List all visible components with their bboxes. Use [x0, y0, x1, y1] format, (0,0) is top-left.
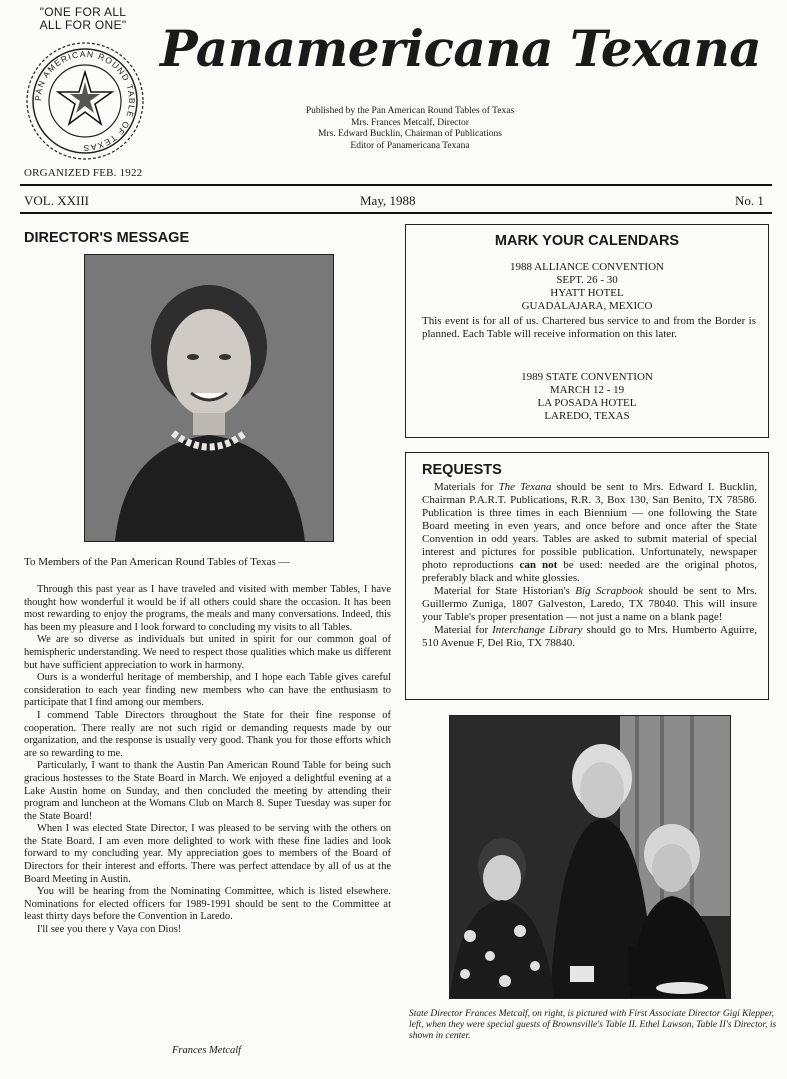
state-hotel: LA POSADA HOTEL [537, 397, 637, 409]
alliance-note: This event is for all of us. Chartered bus service to and from the Border is planned. Each Table will receive information on this later. [422, 315, 756, 340]
text-run: should go to Mrs. Humberto Aguirre, 510 Avenue F, Del Rio, TX 78840. [422, 624, 757, 649]
issue-number: No. 1 [735, 193, 764, 208]
issue-date: May, 1988 [360, 193, 416, 208]
text-run: should be sent to Mrs. Guillermo Zuniga, 1807 Galveston, Laredo, TX 78040. This will insure your Table's proper presentation — not just a name on a blank page! [422, 585, 757, 623]
alliance-convention [406, 261, 768, 313]
bottom-rule [20, 212, 772, 214]
letter-closing: I'll see you there y Vaya con Dios! [37, 924, 182, 936]
text-run: Material for State Historian's [434, 585, 576, 597]
requests-paragraph-scrapbook [422, 585, 757, 624]
svg-text:PAN AMERICAN ROUND TABLE OF TE: PAN AMERICAN ROUND TABLE OF TEXAS [32, 48, 138, 154]
alliance-hotel: HYATT HOTEL [550, 287, 624, 299]
requests-box [405, 452, 769, 700]
text-run: Material for [434, 624, 493, 636]
publisher-line: Published by the Pan American Round Tables of Texas [305, 106, 515, 116]
requests-paragraph-texana [422, 481, 757, 585]
editor-line: Editor of Panamericana Texana [350, 140, 470, 151]
salutation: To Members of the Pan American Round Tables of Texas — [24, 556, 290, 568]
requests-heading: REQUESTS [422, 462, 502, 478]
directors-message-heading: DIRECTOR'S MESSAGE [24, 230, 190, 246]
round-table-seal-logo [24, 40, 146, 162]
letter-paragraph: Particularly, I want to thank the Austin Pan American Round Table for being such gracious hostesses to the State Board in March. We enjoyed a delightful evening at a Lake Austin home on Sunday, and then concluded the meeting by attending their program and luncheon at the Womans Club on March 8. Super Tuesday was super for the State Board! [24, 760, 391, 822]
director-line: Mrs. Frances Metcalf, Director [351, 117, 469, 128]
alliance-title: 1988 ALLIANCE CONVENTION [510, 261, 664, 273]
letter-paragraph: Ours is a wonderful heritage of membership, and I hope each Table gives careful consideration to each year finding new members who can have the enthusiasm to participate that I find among our members. [24, 672, 391, 709]
photo-caption: State Director Frances Metcalf, on right, is pictured with First Associate Director Gigi Klepper, left, when they were special guests of Brownsville's Table II. Ethel Lawson, Table II's Director, is shown in center. [409, 1009, 777, 1041]
letter-paragraph: I commend Table Directors throughout the State for their fine response of cooperation. There really are not such rigid or demanding requests made by our organization, and the response is usually very good. Thank you for those efforts which are so rewarding to me. [24, 709, 391, 759]
newsletter-title: Panamericana Texana [160, 19, 762, 78]
requests-body [422, 481, 757, 650]
group-photo [449, 715, 731, 999]
state-city: LAREDO, TEXAS [544, 410, 630, 422]
top-rule [20, 184, 772, 186]
alliance-city: GUADALAJARA, MEXICO [521, 300, 653, 312]
director-portrait-photo [84, 254, 334, 542]
state-convention [406, 371, 768, 423]
state-title: 1989 STATE CONVENTION [521, 371, 653, 383]
text-run: Materials for [434, 481, 499, 493]
letter-paragraph: Through this past year as I have traveled and visited with member Tables, I have thought how wonderful it would be if all others could share the occasion. It has been most rewarding to enjoy the programs, the meals and many conversations. Indeed, this has been my pleasure and I look forward to concluding my visits to all Tables. [24, 584, 391, 633]
chairman-line: Mrs. Edward Bucklin, Chairman of Publications [318, 129, 502, 139]
organized-date: ORGANIZED FEB. 1922 [24, 167, 143, 179]
publisher-info [260, 106, 560, 152]
publication-name: Interchange Library [492, 624, 583, 636]
requests-paragraph-library [422, 624, 757, 650]
letter-paragraph: You will be hearing from the Nominating Committee, which is listed elsewhere. Nominations for elected officers for 1989-1991 should be sent to the Committee at least thirty days before the Convention in Laredo. [24, 886, 391, 923]
letter-paragraph: When I was elected State Director, I was pleased to be serving with the others on the State Board. I am even more delighted to work with these fine ladies and look forward to my concluding year. My appreciation goes to members of the Board of Directors for their interest and efforts. There was perfect attendace by all of us at the Board Meeting in Austin. [24, 823, 391, 885]
alliance-dates: SEPT. 26 - 30 [556, 274, 618, 286]
volume-label: VOL. XXIII [24, 193, 89, 208]
letter-paragraph: We are so diverse as individuals but united in spirit for our common goal of hemispheric understanding. We need to respect those qualities which make us different but have sufficient appreciation to work in harmony. [24, 634, 391, 671]
emphasis-text: can not [519, 559, 558, 571]
text-run: should be sent to Mrs. Edward I. Bucklin, Chairman P.A.R.T. Publications, R.R. 3, Box 130, San Benito, TX 78586. Publication is three times in each Biennium — one following the State Board meeting in even years, and once before and once after the State Convention in odd years. Tables are asked to submit material of special interest and pictures for possible publication. Unfortunately, newspaper photo reproductions [422, 481, 757, 571]
publication-name: The Texana [498, 481, 552, 493]
state-dates: MARCH 12 - 19 [549, 384, 625, 396]
calendar-heading: MARK YOUR CALENDARS [494, 233, 680, 249]
calendar-box [405, 224, 769, 438]
directors-letter [24, 584, 391, 937]
publication-name: Big Scrapbook [575, 585, 644, 597]
motto: "ONE FOR ALL ALL FOR ONE" [39, 5, 127, 32]
text-run: be used: needed are the original photos, preferably black and white glossies. [422, 559, 758, 584]
signature: Frances Metcalf [172, 1045, 242, 1056]
